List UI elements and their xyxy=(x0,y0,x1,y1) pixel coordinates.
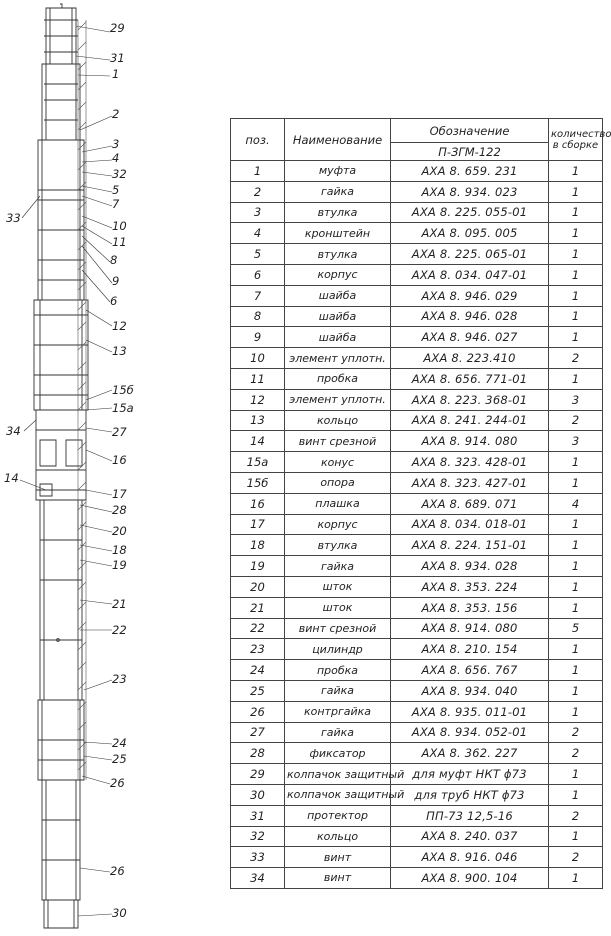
header-variant: П-ЗГМ-122 xyxy=(391,143,549,161)
table-row xyxy=(231,660,603,681)
quantity-cell: 1 xyxy=(549,223,603,244)
quantity-cell: 1 xyxy=(549,701,603,722)
quantity-cell: 2 xyxy=(549,410,603,431)
callout-label: 31 xyxy=(110,51,125,65)
name-cell: цилиндр xyxy=(285,639,391,660)
name-cell: протектор xyxy=(285,805,391,826)
callout-label: 33 xyxy=(6,211,21,225)
quantity-cell: 1 xyxy=(549,597,603,618)
quantity-cell: 2 xyxy=(549,847,603,868)
position-cell: 8 xyxy=(231,306,285,327)
name-cell: опора xyxy=(285,472,391,493)
name-cell: гайка xyxy=(285,556,391,577)
designation-cell: АХА 8. 914. 080 xyxy=(391,618,549,639)
name-cell: гайка xyxy=(285,680,391,701)
table-row xyxy=(231,223,603,244)
name-cell: втулка xyxy=(285,535,391,556)
name-cell: контргайка xyxy=(285,701,391,722)
callout-label: 22 xyxy=(112,623,127,637)
position-cell: 24 xyxy=(231,660,285,681)
quantity-cell: 1 xyxy=(549,327,603,348)
designation-cell: АХА 8. 323. 427-01 xyxy=(391,472,549,493)
name-cell: шайба xyxy=(285,306,391,327)
quantity-cell: 1 xyxy=(549,680,603,701)
callout-label: 24 xyxy=(112,736,127,750)
designation-cell: АХА 8. 946. 028 xyxy=(391,306,549,327)
name-cell: винт срезной xyxy=(285,618,391,639)
table-row xyxy=(231,264,603,285)
callout-label: 29 xyxy=(110,21,125,35)
table-row xyxy=(231,847,603,868)
table-row xyxy=(231,826,603,847)
table-row xyxy=(231,680,603,701)
designation-cell: АХА 8. 034. 047-01 xyxy=(391,264,549,285)
table-row xyxy=(231,181,603,202)
name-cell: муфта xyxy=(285,161,391,182)
name-cell: кронштейн xyxy=(285,223,391,244)
table-row xyxy=(231,805,603,826)
table-row xyxy=(231,452,603,473)
designation-cell: АХА 8. 914. 080 xyxy=(391,431,549,452)
position-cell: 19 xyxy=(231,556,285,577)
callout-label: 1 xyxy=(112,67,120,81)
quantity-cell: 1 xyxy=(549,868,603,889)
position-cell: 14 xyxy=(231,431,285,452)
position-cell: 18 xyxy=(231,535,285,556)
callout-label: 15б xyxy=(112,383,134,397)
callout-label: 14 xyxy=(4,471,19,485)
designation-cell: АХА 8. 323. 428-01 xyxy=(391,452,549,473)
designation-cell: АХА 8. 916. 046 xyxy=(391,847,549,868)
designation-cell: АХА 8. 353. 156 xyxy=(391,597,549,618)
callout-label: 2 xyxy=(112,107,120,121)
callout-label: 18 xyxy=(112,543,127,557)
header-quantity xyxy=(549,119,611,161)
header-name: Наименование xyxy=(285,119,391,161)
name-cell: шайба xyxy=(285,327,391,348)
parts-specification-table xyxy=(230,118,611,889)
callout-label: 16 xyxy=(112,453,127,467)
position-cell: 2 xyxy=(231,181,285,202)
quantity-cell: 1 xyxy=(549,472,603,493)
table-row xyxy=(231,202,603,223)
packer-body xyxy=(34,4,88,928)
name-cell: элемент уплотн. xyxy=(285,389,391,410)
callout-label: 20 xyxy=(112,524,127,538)
callout-label: 26 xyxy=(110,864,125,878)
position-cell: 20 xyxy=(231,576,285,597)
table-row xyxy=(231,410,603,431)
position-cell: 26 xyxy=(231,701,285,722)
quantity-cell: 4 xyxy=(549,493,603,514)
table-row xyxy=(231,784,603,805)
quantity-cell: 1 xyxy=(549,285,603,306)
quantity-cell: 1 xyxy=(549,576,603,597)
table-row xyxy=(231,764,603,785)
header-quantity-line1: количество xyxy=(551,128,611,140)
position-cell: 25 xyxy=(231,680,285,701)
table-row xyxy=(231,493,603,514)
name-cell: пробка xyxy=(285,660,391,681)
name-cell: втулка xyxy=(285,244,391,265)
position-cell: 15б xyxy=(231,472,285,493)
table-body xyxy=(231,161,603,889)
name-cell: корпус xyxy=(285,264,391,285)
designation-cell: АХА 8. 659. 231 xyxy=(391,161,549,182)
quantity-cell: 1 xyxy=(549,452,603,473)
table-row xyxy=(231,743,603,764)
table-row xyxy=(231,306,603,327)
callout-label: 27 xyxy=(112,425,127,439)
name-cell: гайка xyxy=(285,722,391,743)
name-cell: корпус xyxy=(285,514,391,535)
callout-label: 10 xyxy=(112,219,127,233)
quantity-cell: 2 xyxy=(549,348,603,369)
name-cell: винт xyxy=(285,868,391,889)
position-cell: 33 xyxy=(231,847,285,868)
callout-labels xyxy=(4,21,134,920)
designation-cell: АХА 8. 210. 154 xyxy=(391,639,549,660)
designation-cell: АХА 8. 934. 040 xyxy=(391,680,549,701)
designation-cell: АХА 8. 900. 104 xyxy=(391,868,549,889)
callout-label: 23 xyxy=(112,672,127,686)
designation-cell: АХА 8. 934. 028 xyxy=(391,556,549,577)
table-row xyxy=(231,868,603,889)
position-cell: 32 xyxy=(231,826,285,847)
designation-cell: АХА 8. 935. 011-01 xyxy=(391,701,549,722)
callout-label: 34 xyxy=(6,424,21,438)
designation-cell: АХА 8. 224. 151-01 xyxy=(391,535,549,556)
table-row xyxy=(231,389,603,410)
callout-label: 8 xyxy=(110,253,118,267)
callout-label: 12 xyxy=(112,319,127,333)
header-quantity-line2: в сборке xyxy=(552,139,599,151)
designation-cell: АХА 8. 656. 771-01 xyxy=(391,368,549,389)
position-cell: 1 xyxy=(231,161,285,182)
quantity-cell: 1 xyxy=(549,660,603,681)
table-row xyxy=(231,556,603,577)
position-cell: 3 xyxy=(231,202,285,223)
table-row xyxy=(231,701,603,722)
position-cell: 21 xyxy=(231,597,285,618)
table-row xyxy=(231,514,603,535)
designation-cell: АХА 8. 353. 224 xyxy=(391,576,549,597)
quantity-cell: 2 xyxy=(549,743,603,764)
quantity-cell: 1 xyxy=(549,784,603,805)
quantity-cell: 1 xyxy=(549,264,603,285)
callout-label: 25 xyxy=(112,752,127,766)
designation-cell: АХА 8. 656. 767 xyxy=(391,660,549,681)
designation-cell: АХА 8. 934. 023 xyxy=(391,181,549,202)
position-cell: 15а xyxy=(231,452,285,473)
quantity-cell: 1 xyxy=(549,202,603,223)
position-cell: 30 xyxy=(231,784,285,805)
designation-cell: АХА 8. 241. 244-01 xyxy=(391,410,549,431)
name-cell: колпачок защитный xyxy=(285,784,391,805)
table-row xyxy=(231,285,603,306)
table-row xyxy=(231,431,603,452)
name-cell: шайба xyxy=(285,285,391,306)
quantity-cell: 1 xyxy=(549,161,603,182)
designation-cell: АХА 8. 362. 227 xyxy=(391,743,549,764)
designation-cell: АХА 8. 095. 005 xyxy=(391,223,549,244)
quantity-cell: 2 xyxy=(549,805,603,826)
quantity-cell: 5 xyxy=(549,618,603,639)
name-cell: колпачок защитный xyxy=(285,764,391,785)
table-row xyxy=(231,597,603,618)
name-cell: шток xyxy=(285,576,391,597)
callout-label: 11 xyxy=(112,235,127,249)
position-cell: 10 xyxy=(231,348,285,369)
designation-cell: АХА 8. 034. 018-01 xyxy=(391,514,549,535)
table-row xyxy=(231,368,603,389)
callout-label: 28 xyxy=(112,503,127,517)
callout-label: 30 xyxy=(112,906,127,920)
assembly-drawing xyxy=(0,0,230,936)
name-cell: кольцо xyxy=(285,410,391,431)
quantity-cell: 3 xyxy=(549,389,603,410)
callout-label: 17 xyxy=(112,487,127,501)
table-row xyxy=(231,161,603,182)
header-designation: Обозначение xyxy=(391,119,549,143)
quantity-cell: 1 xyxy=(549,764,603,785)
table-row xyxy=(231,722,603,743)
position-cell: 34 xyxy=(231,868,285,889)
callout-label: 21 xyxy=(112,597,127,611)
callout-label: 6 xyxy=(110,294,118,308)
quantity-cell: 1 xyxy=(549,368,603,389)
table-row xyxy=(231,348,603,369)
quantity-cell: 1 xyxy=(549,639,603,660)
quantity-cell: 1 xyxy=(549,535,603,556)
table-row xyxy=(231,535,603,556)
callout-label: 19 xyxy=(112,558,127,572)
designation-cell: АХА 8. 225. 055-01 xyxy=(391,202,549,223)
quantity-cell: 1 xyxy=(549,306,603,327)
header-position: поз. xyxy=(231,119,285,161)
position-cell: 17 xyxy=(231,514,285,535)
name-cell: втулка xyxy=(285,202,391,223)
table-row xyxy=(231,472,603,493)
callout-label: 9 xyxy=(112,274,120,288)
table-row xyxy=(231,618,603,639)
quantity-cell: 3 xyxy=(549,431,603,452)
table-row xyxy=(231,244,603,265)
name-cell: винт xyxy=(285,847,391,868)
quantity-cell: 1 xyxy=(549,181,603,202)
designation-cell: АХА 8. 946. 027 xyxy=(391,327,549,348)
quantity-cell: 1 xyxy=(549,556,603,577)
name-cell: пробка xyxy=(285,368,391,389)
designation-cell: АХА 8. 934. 052-01 xyxy=(391,722,549,743)
position-cell: 27 xyxy=(231,722,285,743)
callout-label: 15а xyxy=(112,401,134,415)
designation-cell: АХА 8. 689. 071 xyxy=(391,493,549,514)
designation-cell: АХА 8. 240. 037 xyxy=(391,826,549,847)
name-cell: гайка xyxy=(285,181,391,202)
quantity-cell: 2 xyxy=(549,722,603,743)
position-cell: 5 xyxy=(231,244,285,265)
position-cell: 13 xyxy=(231,410,285,431)
designation-cell: АХА 8. 223.410 xyxy=(391,348,549,369)
position-cell: 12 xyxy=(231,389,285,410)
designation-cell: АХА 8. 225. 065-01 xyxy=(391,244,549,265)
position-cell: 4 xyxy=(231,223,285,244)
name-cell: элемент уплотн. xyxy=(285,348,391,369)
position-cell: 11 xyxy=(231,368,285,389)
position-cell: 9 xyxy=(231,327,285,348)
callout-label: 3 xyxy=(112,137,120,151)
position-cell: 16 xyxy=(231,493,285,514)
callout-label: 26 xyxy=(110,776,125,790)
name-cell: плашка xyxy=(285,493,391,514)
callout-label: 5 xyxy=(112,183,120,197)
name-cell: конус xyxy=(285,452,391,473)
name-cell: фиксатор xyxy=(285,743,391,764)
table-row xyxy=(231,576,603,597)
leader-lines xyxy=(20,26,112,916)
designation-cell: АХА 8. 946. 029 xyxy=(391,285,549,306)
designation-cell: АХА 8. 223. 368-01 xyxy=(391,389,549,410)
callout-label: 13 xyxy=(112,344,127,358)
position-cell: 23 xyxy=(231,639,285,660)
position-cell: 29 xyxy=(231,764,285,785)
position-cell: 28 xyxy=(231,743,285,764)
designation-cell: ПП-73 12,5-16 xyxy=(391,805,549,826)
name-cell: винт срезной xyxy=(285,431,391,452)
position-cell: 6 xyxy=(231,264,285,285)
quantity-cell: 1 xyxy=(549,244,603,265)
table-row xyxy=(231,327,603,348)
quantity-cell: 1 xyxy=(549,514,603,535)
quantity-cell: 1 xyxy=(549,826,603,847)
table-row xyxy=(231,639,603,660)
designation-cell: для муфт НКТ ϕ73 xyxy=(391,764,549,785)
callout-label: 32 xyxy=(112,167,127,181)
position-cell: 31 xyxy=(231,805,285,826)
designation-cell: для труб НКТ ϕ73 xyxy=(391,784,549,805)
name-cell: шток xyxy=(285,597,391,618)
name-cell: кольцо xyxy=(285,826,391,847)
position-cell: 7 xyxy=(231,285,285,306)
position-cell: 22 xyxy=(231,618,285,639)
callout-label: 4 xyxy=(112,151,120,165)
callout-label: 7 xyxy=(112,197,120,211)
